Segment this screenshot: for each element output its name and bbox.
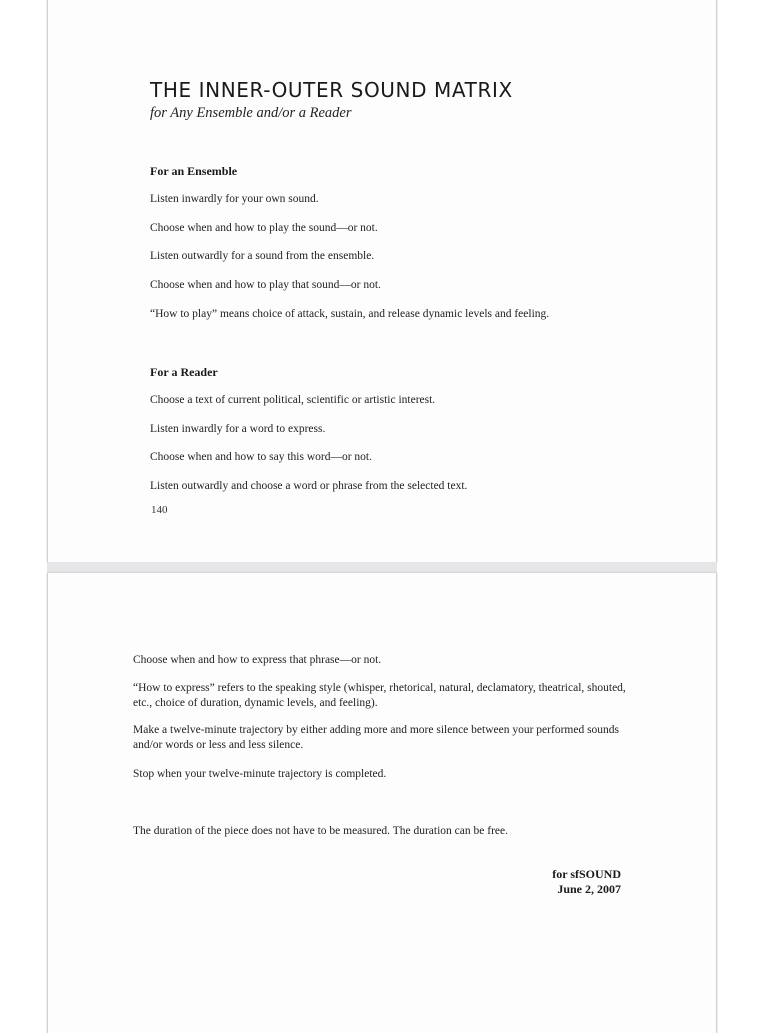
reader-line: Listen outwardly and choose a word or phrase from the selected text. <box>150 480 468 492</box>
paragraph: The duration of the piece does not have to be measured. The duration can be free. <box>133 825 508 837</box>
page-separator <box>47 562 717 573</box>
ensemble-line: “How to play” means choice of attack, sustain, and release dynamic levels and feeling. <box>150 308 550 320</box>
paragraph: “How to express” refers to the speaking style (whisper, rhetorical, natural, declamatory, theatrical, shouted, etc., choice of duration, dynamic levels, and feeling). <box>133 682 626 709</box>
page-subtitle: for Any Ensemble and/or a Reader <box>150 105 352 121</box>
ensemble-heading: For an Ensemble <box>150 164 238 178</box>
page-title: THE INNER-OUTER SOUND MATRIX <box>150 78 513 102</box>
reader-line: Choose a text of current political, scientific or artistic interest. <box>150 394 436 406</box>
dedication: for sfSOUND <box>552 867 621 881</box>
page-number: 140 <box>151 504 168 516</box>
ensemble-line: Listen outwardly for a sound from the ensemble. <box>150 250 375 262</box>
document-page-2 <box>47 573 717 1033</box>
date: June 2, 2007 <box>557 882 621 896</box>
ensemble-line: Choose when and how to play the sound—or not. <box>150 222 378 234</box>
ensemble-line: Listen inwardly for your own sound. <box>150 193 319 205</box>
document-page-1 <box>47 0 717 562</box>
paragraph: Make a twelve-minute trajectory by either adding more and more silence between your performed sounds and/or words or less and less silence. <box>133 724 620 751</box>
reader-heading: For a Reader <box>150 365 218 379</box>
reader-line: Listen inwardly for a word to express. <box>150 423 326 435</box>
paragraph: Stop when your twelve-minute trajectory is completed. <box>133 768 387 780</box>
reader-line: Choose when and how to say this word—or not. <box>150 451 372 463</box>
ensemble-line: Choose when and how to play that sound—or not. <box>150 279 381 291</box>
paragraph: Choose when and how to express that phrase—or not. <box>133 654 382 666</box>
